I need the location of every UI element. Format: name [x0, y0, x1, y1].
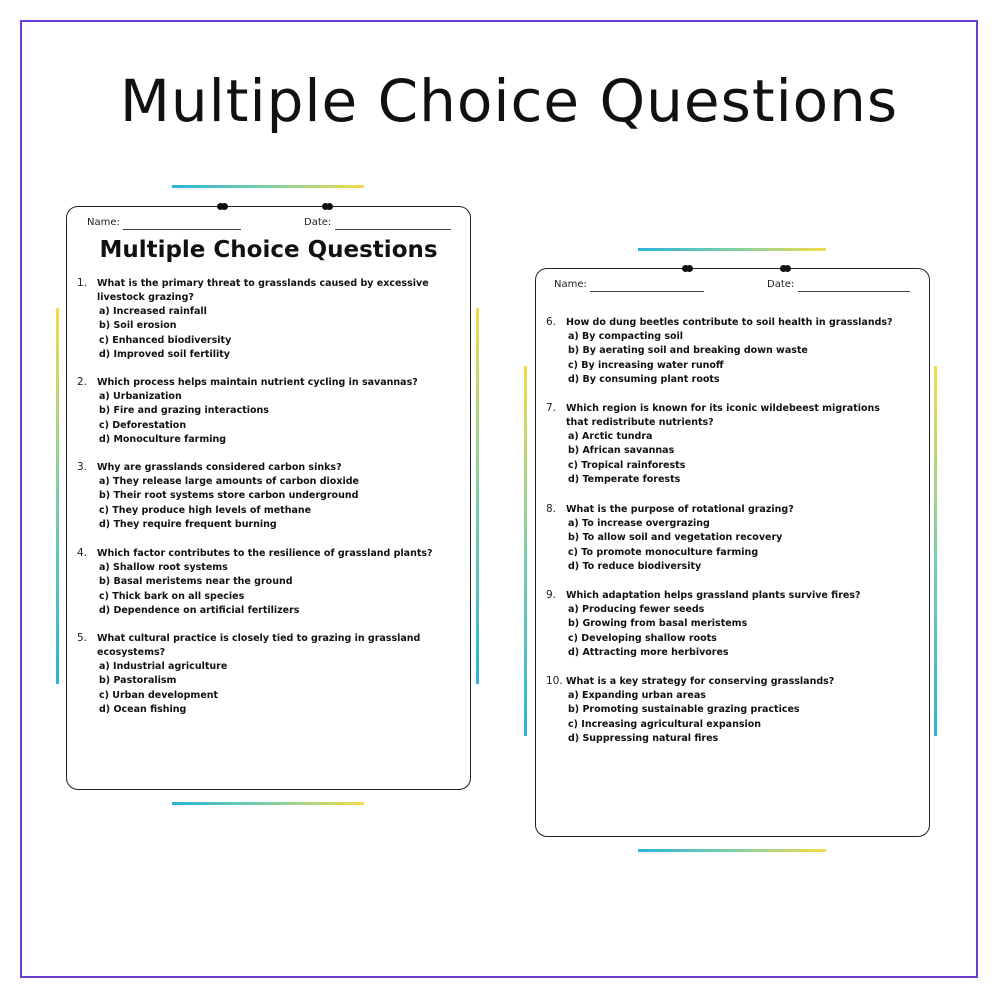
decor-line-left-2 [524, 366, 527, 736]
binder-ring-icon [217, 203, 224, 210]
name-field[interactable] [590, 291, 704, 292]
answer-option: a) Arctic tundra [568, 431, 653, 442]
question-number: 6. [546, 316, 557, 328]
name-label: Name: [87, 217, 120, 228]
name-label: Name: [554, 279, 587, 290]
answer-option: d) Improved soil fertility [99, 349, 230, 361]
decor-line-bottom-1 [172, 802, 364, 805]
decor-line-left-1 [56, 308, 59, 684]
worksheet-page-1 [66, 206, 471, 790]
answer-option: d) Suppressing natural fires [568, 733, 719, 745]
answer-option: b) Growing from basal meristems [568, 618, 748, 630]
date-field[interactable] [798, 291, 910, 292]
date-label: Date: [767, 279, 795, 290]
answer-option: b) To allow soil and vegetation recovery [568, 532, 783, 544]
answer-option: a) Increased rainfall [99, 306, 207, 317]
question-number: 7. [546, 402, 557, 414]
binder-ring-icon [322, 203, 329, 210]
binder-ring-icon [682, 265, 689, 272]
answer-option: a) To increase overgrazing [568, 518, 710, 529]
question-text: How do dung beetles contribute to soil health in grasslands? [566, 317, 893, 328]
answer-option: a) Shallow root systems [99, 562, 228, 573]
answer-option: a) They release large amounts of carbon dioxide [99, 476, 359, 487]
worksheet-title: Multiple Choice Questions [99, 237, 438, 263]
answer-option: c) Increasing agricultural expansion [568, 718, 762, 730]
question-text: Which region is known for its iconic wildebeest migrations that redistribute nutrients? [566, 403, 880, 428]
answer-option: d) Dependence on artificial fertilizers [99, 605, 300, 617]
answer-option: d) Ocean fishing [99, 704, 187, 716]
answer-option: b) African savannas [568, 445, 675, 457]
worksheet-page-2 [535, 268, 930, 837]
question-text: Why are grasslands considered carbon sinks? [97, 462, 342, 473]
answer-option: d) Monoculture farming [99, 434, 227, 446]
answer-option: c) Developing shallow roots [568, 632, 717, 644]
decor-line-bottom-2 [638, 849, 826, 852]
answer-option: a) Urbanization [99, 391, 182, 402]
answer-option: d) They require frequent burning [99, 519, 277, 531]
question-number: 9. [546, 589, 557, 601]
question-number: 3. [77, 461, 88, 473]
question-text: What cultural practice is closely tied to grazing in grassland ecosystems? [97, 633, 421, 658]
answer-option: b) Promoting sustainable grazing practices [568, 704, 800, 716]
answer-option: b) Soil erosion [99, 320, 177, 332]
answer-option: d) By consuming plant roots [568, 374, 720, 386]
question-text: What is the purpose of rotational grazing? [566, 504, 794, 515]
answer-option: c) To promote monoculture farming [568, 546, 759, 558]
question-number: 8. [546, 503, 557, 515]
decor-line-top-1 [172, 185, 364, 188]
date-label: Date: [304, 217, 332, 228]
question-text: Which factor contributes to the resilience of grassland plants? [97, 548, 433, 559]
answer-option: a) Expanding urban areas [568, 690, 706, 701]
answer-option: b) By aerating soil and breaking down waste [568, 345, 808, 357]
answer-option: c) Thick bark on all species [99, 590, 245, 602]
answer-option: a) Industrial agriculture [99, 661, 228, 672]
name-field[interactable] [123, 229, 241, 230]
page-title: Multiple Choice Questions [119, 67, 899, 135]
question-text: Which adaptation helps grassland plants survive fires? [566, 590, 861, 601]
answer-option: a) By compacting soil [568, 331, 684, 342]
answer-option: b) Their root systems store carbon underground [99, 490, 359, 502]
answer-option: b) Basal meristems near the ground [99, 576, 293, 588]
decor-line-right-2 [934, 366, 937, 736]
question-text: Which process helps maintain nutrient cycling in savannas? [97, 377, 418, 388]
question-text: What is the primary threat to grasslands caused by excessive livestock grazing? [97, 278, 429, 303]
question-text: What is a key strategy for conserving grasslands? [566, 676, 835, 687]
answer-option: d) To reduce biodiversity [568, 561, 702, 573]
answer-option: c) They produce high levels of methane [99, 504, 312, 516]
answer-option: c) Deforestation [99, 419, 187, 431]
question-number: 4. [77, 547, 88, 559]
answer-option: b) Pastoralism [99, 675, 177, 687]
question-number: 1. [77, 277, 88, 289]
answer-option: a) Producing fewer seeds [568, 604, 705, 615]
answer-option: b) Fire and grazing interactions [99, 405, 269, 417]
answer-option: c) By increasing water runoff [568, 359, 724, 371]
binder-ring-icon [780, 265, 787, 272]
decor-line-right-1 [476, 308, 479, 684]
question-number: 5. [77, 632, 88, 644]
decor-line-top-2 [638, 248, 826, 251]
answer-option: d) Attracting more herbivores [568, 647, 729, 659]
date-field[interactable] [335, 229, 451, 230]
answer-option: c) Urban development [99, 689, 219, 701]
answer-option: c) Enhanced biodiversity [99, 334, 232, 346]
answer-option: d) Temperate forests [568, 474, 681, 486]
question-number: 10. [546, 675, 563, 687]
question-number: 2. [77, 376, 88, 388]
answer-option: c) Tropical rainforests [568, 459, 686, 471]
